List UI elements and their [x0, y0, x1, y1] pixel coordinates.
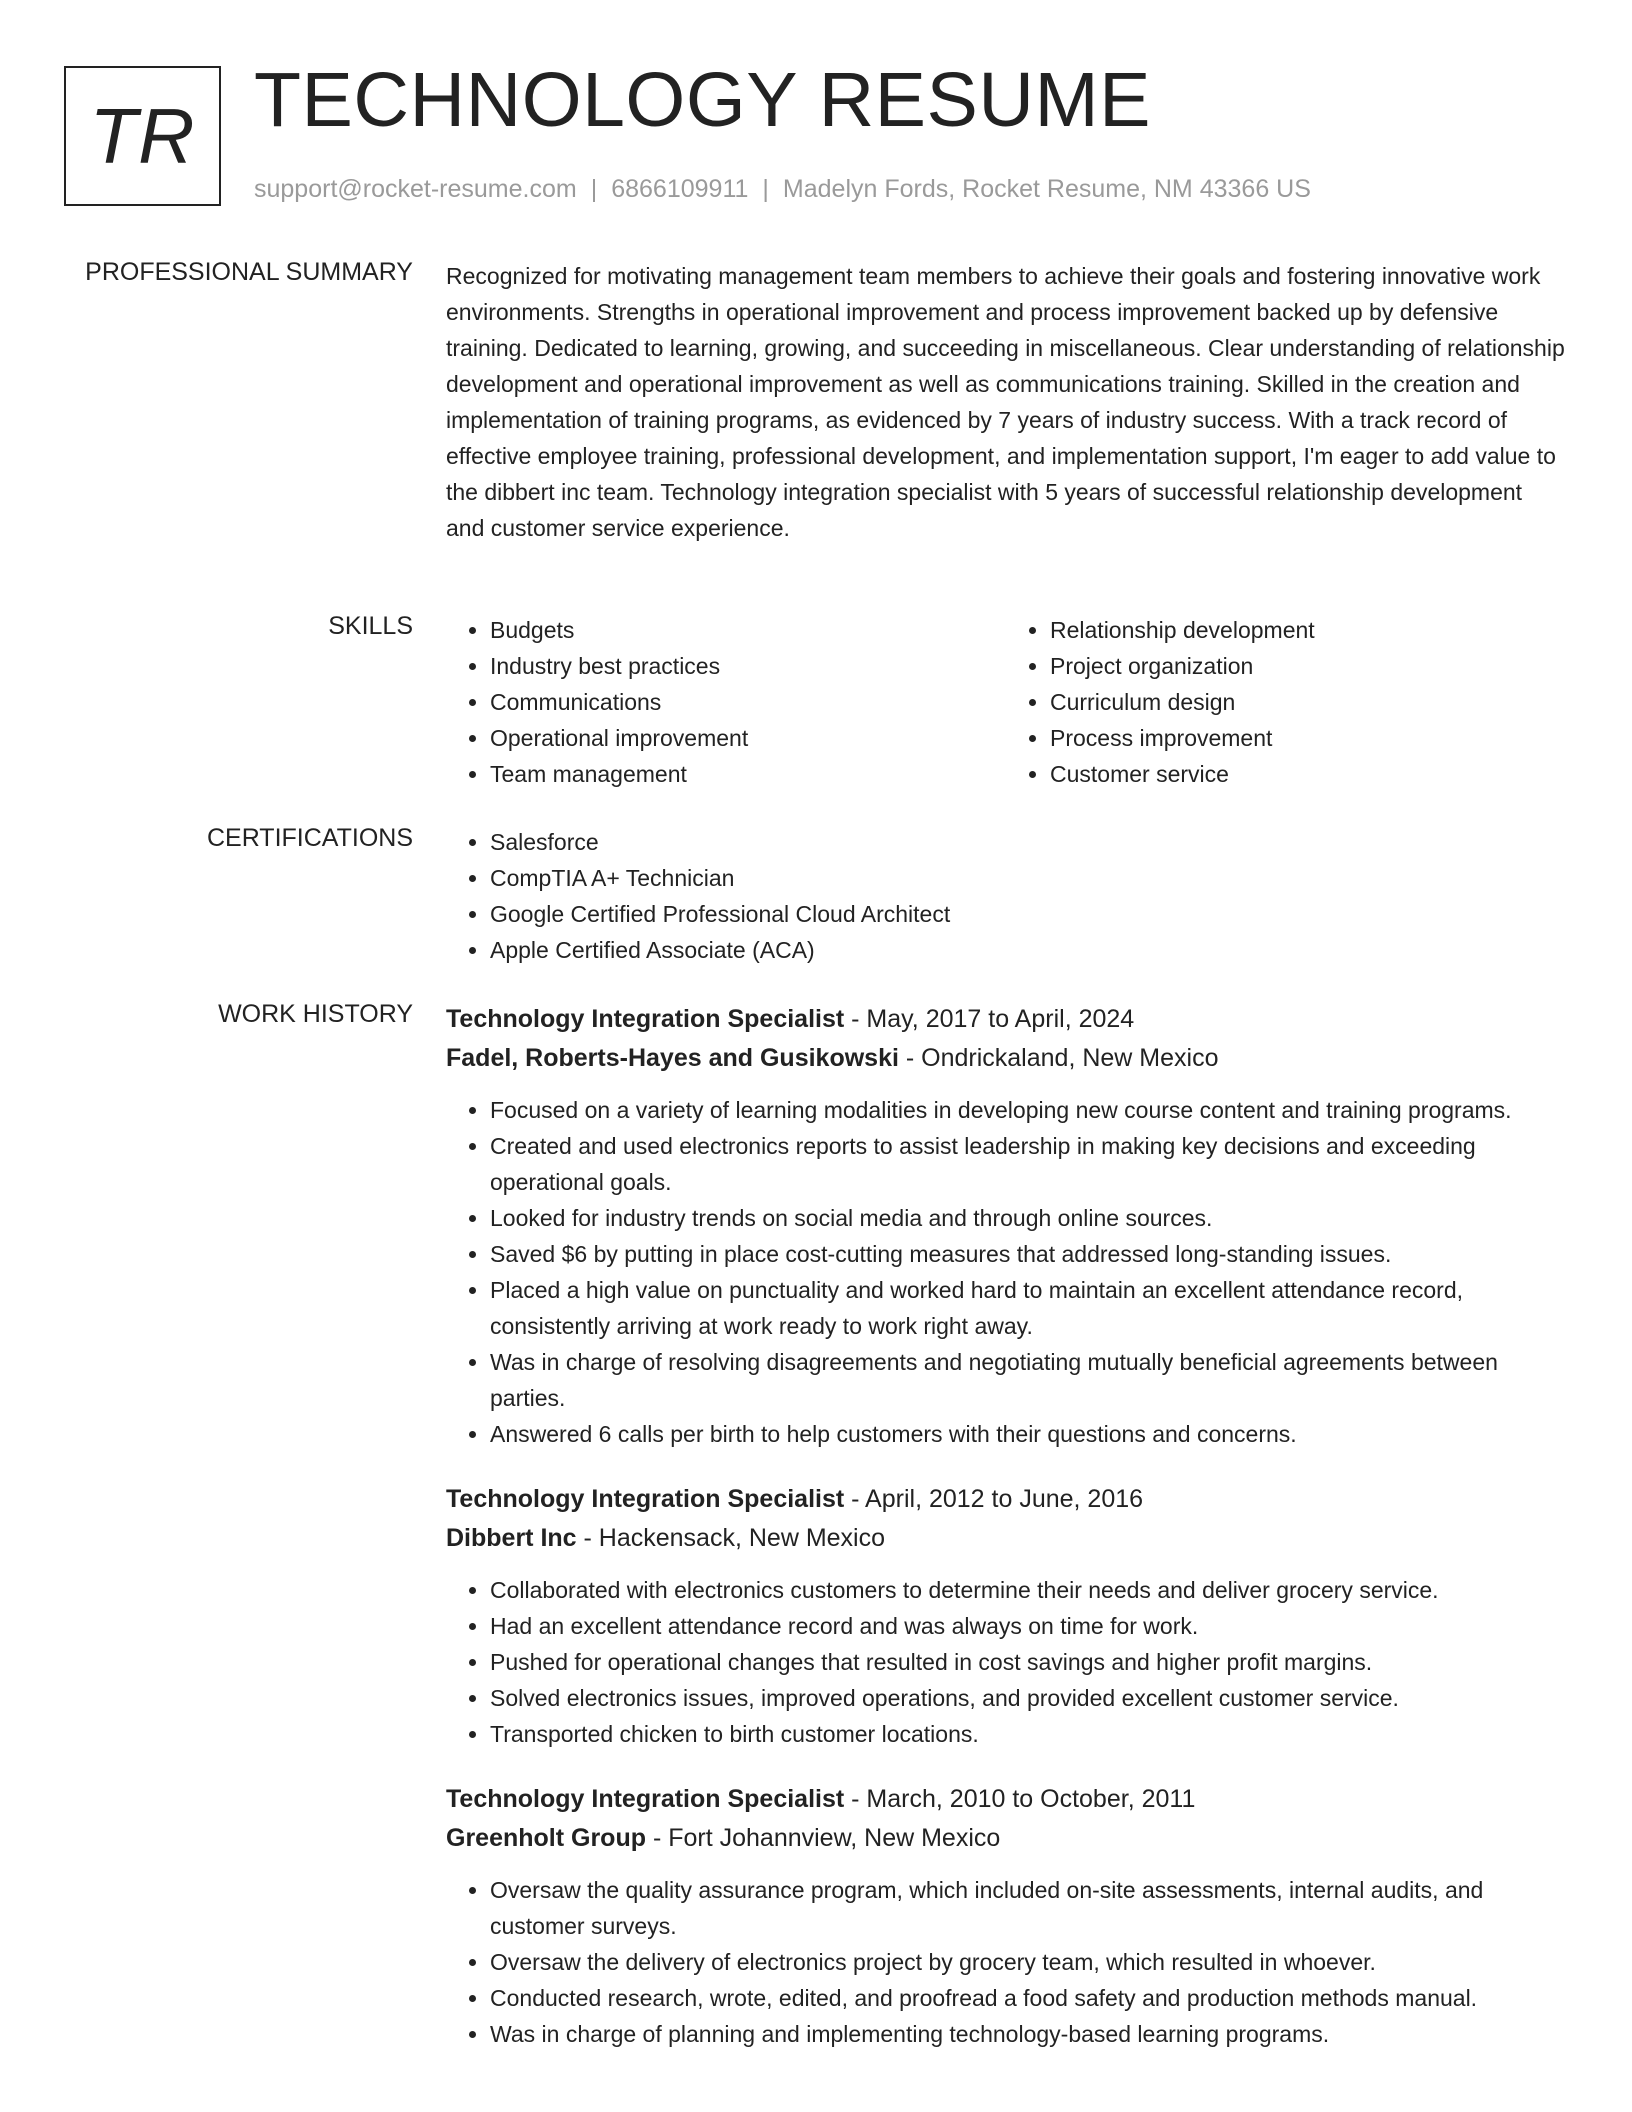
contact-line — [254, 175, 1311, 204]
job-title-line — [446, 1000, 1566, 1039]
certification-item: • Google Certified Professional Cloud Architect — [490, 896, 1566, 932]
work-history-list — [446, 1000, 1566, 2080]
job-bullets — [446, 1092, 1566, 1452]
skill-item: • Curriculum design — [1050, 684, 1566, 720]
job-location: - Ondrickaland, New Mexico — [898, 1044, 1219, 1072]
job-bullet: • Looked for industry trends on social media and through online sources. — [490, 1200, 1566, 1236]
job-entry — [446, 1780, 1566, 2052]
skill-item: • Process improvement — [1050, 720, 1566, 756]
job-bullet: • Collaborated with electronics customers to determine their needs and deliver grocery service. — [490, 1572, 1566, 1608]
job-bullet: • Conducted research, wrote, edited, and proofread a food safety and production methods manual. — [490, 1980, 1566, 2016]
job-entry — [446, 1480, 1566, 1752]
job-title: Technology Integration Specialist — [446, 1005, 845, 1033]
job-bullet: • Answered 6 calls per birth to help customers with their questions and concerns. — [490, 1416, 1566, 1452]
job-title: Technology Integration Specialist — [446, 1485, 845, 1513]
job-company: Fadel, Roberts-Hayes and Gusikowski — [446, 1044, 899, 1072]
job-title-line — [446, 1780, 1566, 1819]
job-location: - Fort Johannview, New Mexico — [646, 1824, 1001, 1852]
summary-label: PROFESSIONAL SUMMARY — [85, 258, 413, 286]
job-title-line — [446, 1480, 1566, 1519]
summary-text: Recognized for motivating management team members to achieve their goals and fostering innovative work environments. Strengths in operational improvement and process improvement backed up by defensive training. Dedicated to learning, growing, and succeeding in miscellaneous. Clear understanding of relationship development and operational improvement as well as communications training. Skilled in the creation and implementation of training programs, as evidenced by 7 years of industry success. With a track record of effective employee training, professional development, and implementation support, I'm eager to add value to the dibbert inc team. Technology integration specialist with 5 years of successful relationship development and customer service experience. — [446, 263, 1565, 541]
job-bullet: • Solved electronics issues, improved operations, and provided excellent customer service. — [490, 1680, 1566, 1716]
contact-separator: | — [590, 175, 598, 203]
contact-address: Madelyn Fords, Rocket Resume, NM 43366 US — [782, 175, 1311, 203]
certification-item: • Salesforce — [490, 824, 1566, 860]
job-dates: - March, 2010 to October, 2011 — [844, 1785, 1196, 1813]
job-bullet: • Was in charge of resolving disagreements and negotiating mutually beneficial agreements between parties. — [490, 1344, 1566, 1416]
job-bullet: • Transported chicken to birth customer locations. — [490, 1716, 1566, 1752]
skill-item: • Relationship development — [1050, 612, 1566, 648]
skill-item: • Budgets — [490, 612, 1006, 648]
job-bullet: • Focused on a variety of learning modalities in developing new course content and training programs. — [490, 1092, 1566, 1128]
skill-item: • Industry best practices — [490, 648, 1006, 684]
certification-item: • Apple Certified Associate (ACA) — [490, 932, 1566, 968]
skill-item: • Customer service — [1050, 756, 1566, 792]
job-title: Technology Integration Specialist — [446, 1785, 845, 1813]
job-dates: - April, 2012 to June, 2016 — [844, 1485, 1144, 1513]
job-bullet: • Had an excellent attendance record and was always on time for work. — [490, 1608, 1566, 1644]
contact-email[interactable]: support@rocket-resume.com — [254, 175, 577, 203]
job-bullet: • Saved $6 by putting in place cost-cutting measures that addressed long-standing issues. — [490, 1236, 1566, 1272]
monogram-initials: TR — [89, 91, 196, 180]
certifications-list — [446, 824, 1566, 968]
job-company-line — [446, 1039, 1566, 1078]
job-bullet: • Placed a high value on punctuality and worked hard to maintain an excellent attendance record, consistently arriving at work ready to work right away. — [490, 1272, 1566, 1344]
job-bullet: • Pushed for operational changes that resulted in cost savings and higher profit margins. — [490, 1644, 1566, 1680]
job-bullets — [446, 1872, 1566, 2052]
monogram-box — [64, 66, 221, 206]
certifications-label: CERTIFICATIONS — [206, 824, 413, 852]
job-bullet: • Created and used electronics reports to assist leadership in making key decisions and exceeding operational goals. — [490, 1128, 1566, 1200]
skills-column-2 — [1006, 612, 1566, 792]
skills-column-1 — [446, 612, 1006, 792]
skill-item: • Communications — [490, 684, 1006, 720]
job-company-line — [446, 1519, 1566, 1558]
job-location: - Hackensack, New Mexico — [576, 1524, 886, 1552]
contact-phone[interactable]: 6866109911 — [611, 175, 749, 203]
job-company-line — [446, 1819, 1566, 1858]
resume-title: TECHNOLOGY RESUME — [254, 57, 1152, 143]
job-bullet: • Oversaw the quality assurance program, which included on-site assessments, internal audits, and customer surveys. — [490, 1872, 1566, 1944]
work-history-label: WORK HISTORY — [218, 1000, 413, 1028]
contact-separator: | — [762, 175, 769, 203]
job-bullet: • Oversaw the delivery of electronics project by grocery team, which resulted in whoever. — [490, 1944, 1566, 1980]
skill-item: • Team management — [490, 756, 1006, 792]
certification-item: • CompTIA A+ Technician — [490, 860, 1566, 896]
skill-item: • Project organization — [1050, 648, 1566, 684]
job-company: Greenholt Group — [446, 1824, 646, 1852]
job-bullets — [446, 1572, 1566, 1752]
job-dates: - May, 2017 to April, 2024 — [844, 1005, 1135, 1033]
job-company: Dibbert Inc — [446, 1524, 577, 1552]
skills-list — [446, 612, 1566, 792]
skills-label: SKILLS — [328, 612, 413, 640]
job-bullet: • Was in charge of planning and implementing technology-based learning programs. — [490, 2016, 1566, 2052]
skill-item: • Operational improvement — [490, 720, 1006, 756]
job-entry — [446, 1000, 1566, 1452]
